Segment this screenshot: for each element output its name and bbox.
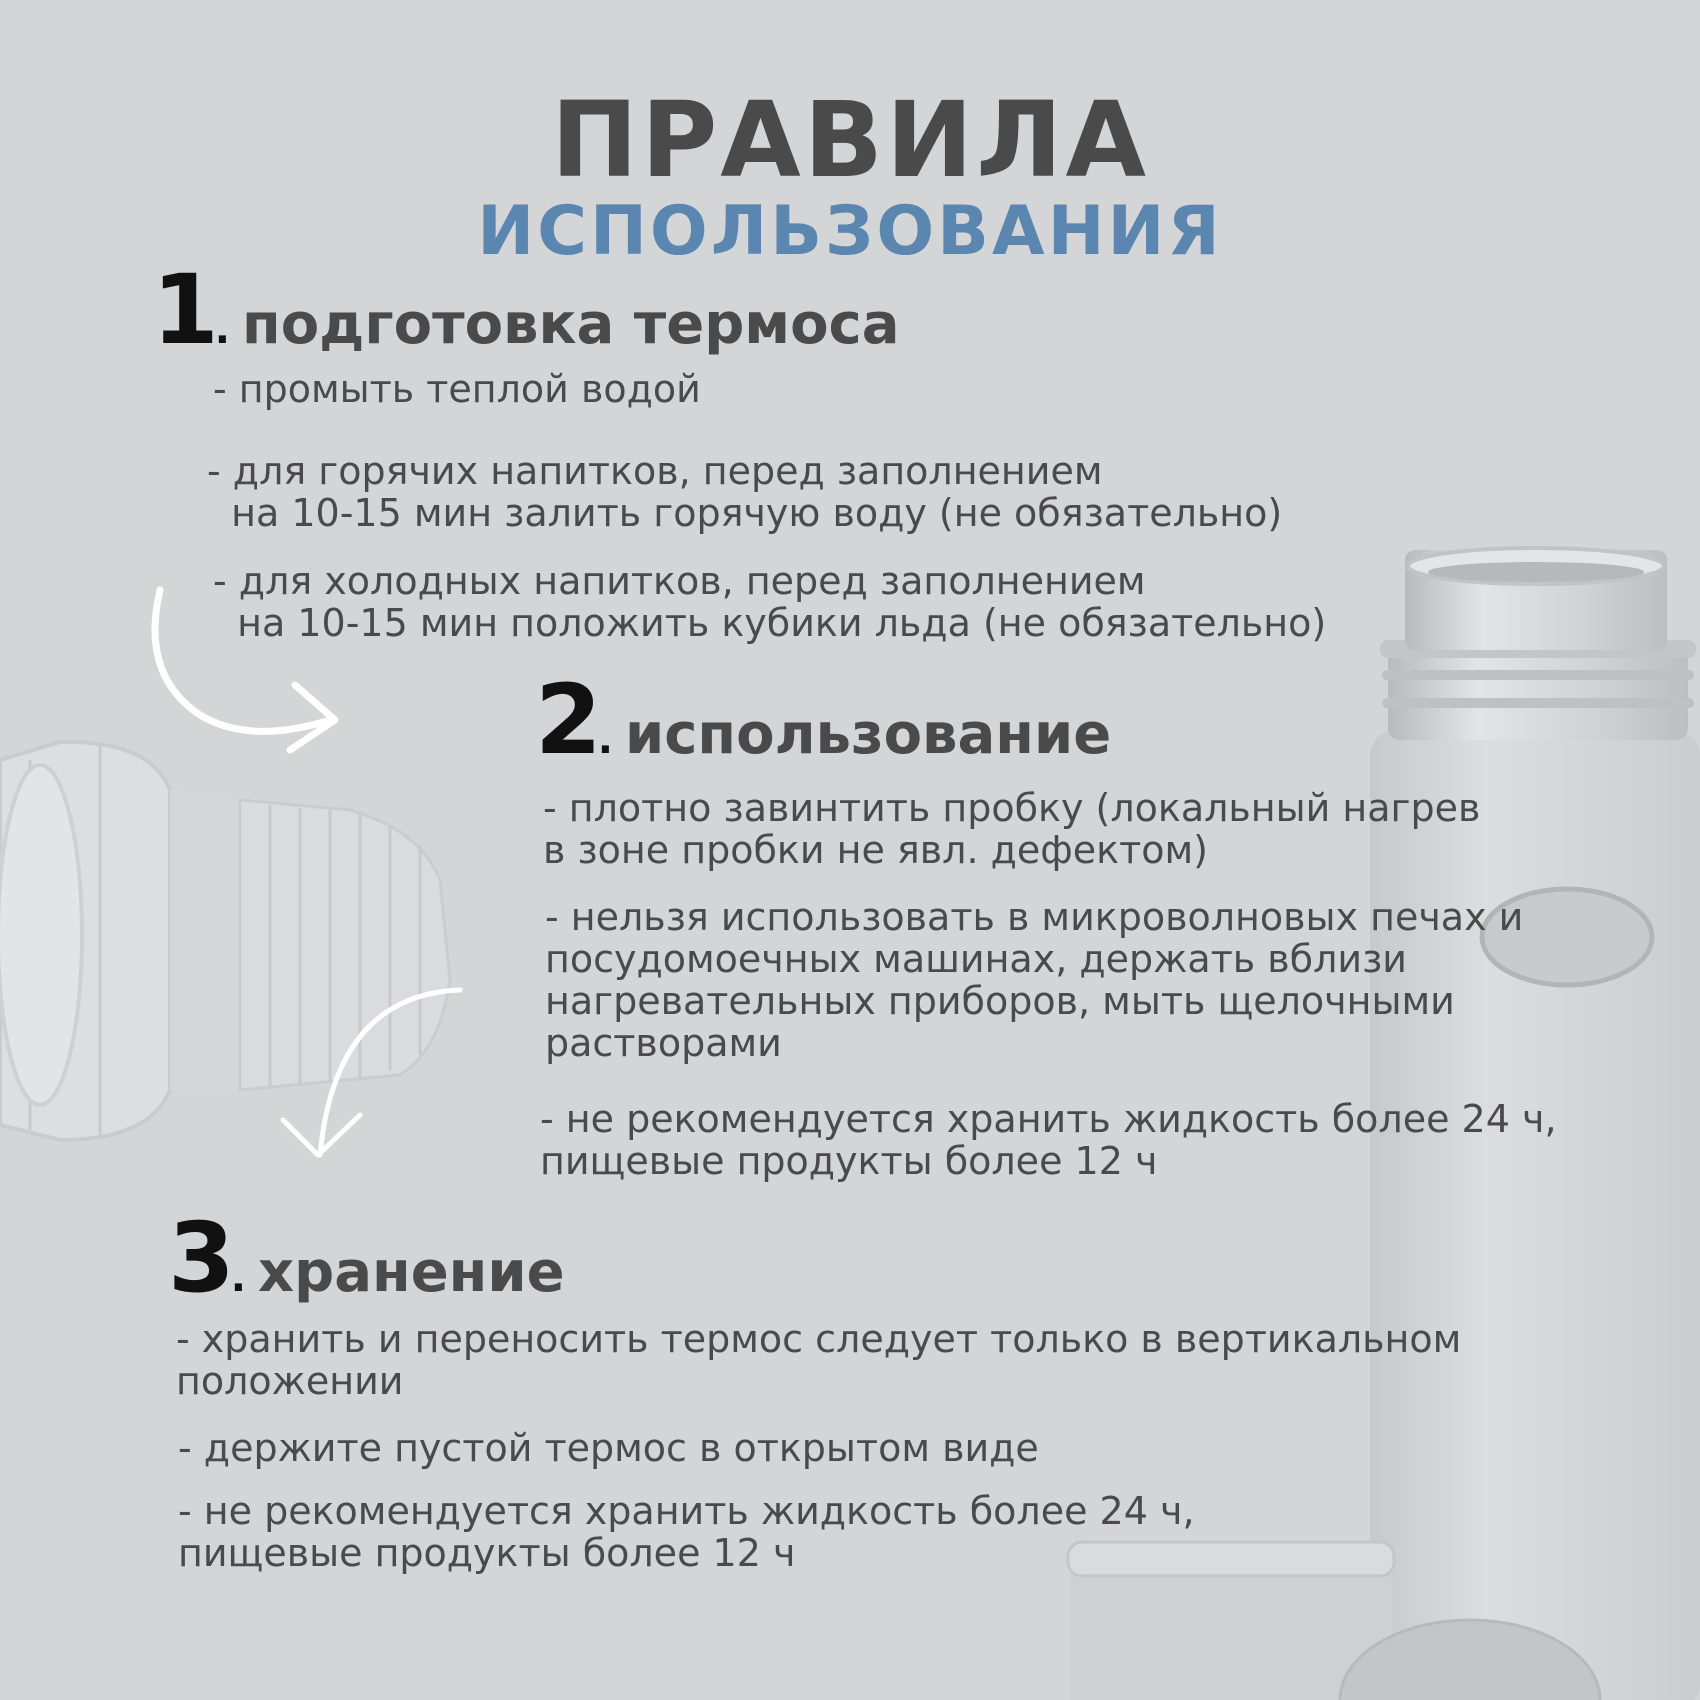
list-item: - держите пустой термос в открытом виде: [178, 1426, 1039, 1470]
list-item: - хранить и переносить термос следует только в вертикальном положении: [176, 1317, 1462, 1403]
section-title: подготовка термоса: [242, 292, 900, 357]
section-title: использование: [625, 702, 1112, 767]
section-number: 1: [152, 254, 215, 366]
list-item: - для холодных напитков, перед заполнением на 10-15 мин положить кубики льда (не обязательно): [213, 559, 1327, 645]
section-number: 3: [168, 1202, 231, 1314]
page-subtitle: ИСПОЛЬЗОВАНИЯ: [477, 192, 1223, 271]
section-heading-2: [535, 664, 1112, 776]
curved-arrow-down-icon: [275, 985, 475, 1175]
page-title: ПРАВИЛА: [551, 79, 1149, 201]
section-heading-3: [168, 1202, 565, 1314]
list-item: - для горячих напитков, перед заполнением на 10-15 мин залить горячую воду (не обязательно): [207, 449, 1283, 535]
section-heading-1: [152, 254, 900, 366]
number-dot: .: [230, 1255, 246, 1301]
list-item: - плотно завинтить пробку (локальный нагрев в зоне пробки не явл. дефектом): [543, 786, 1481, 872]
list-item: - не рекомендуется хранить жидкость более 24 ч, пищевые продукты более 12 ч: [178, 1489, 1195, 1575]
number-dot: .: [597, 717, 613, 763]
list-item: - промыть теплой водой: [213, 367, 701, 411]
number-dot: .: [214, 307, 230, 353]
list-item: - не рекомендуется хранить жидкость более 24 ч, пищевые продукты более 12 ч: [540, 1097, 1557, 1183]
section-title: хранение: [258, 1240, 565, 1305]
section-number: 2: [535, 664, 598, 776]
list-item: - нельзя использовать в микроволновых печах и посудомоечных машинах, держать вблизи нагревательных приборов, мыть щелочными растворами: [545, 895, 1524, 1065]
